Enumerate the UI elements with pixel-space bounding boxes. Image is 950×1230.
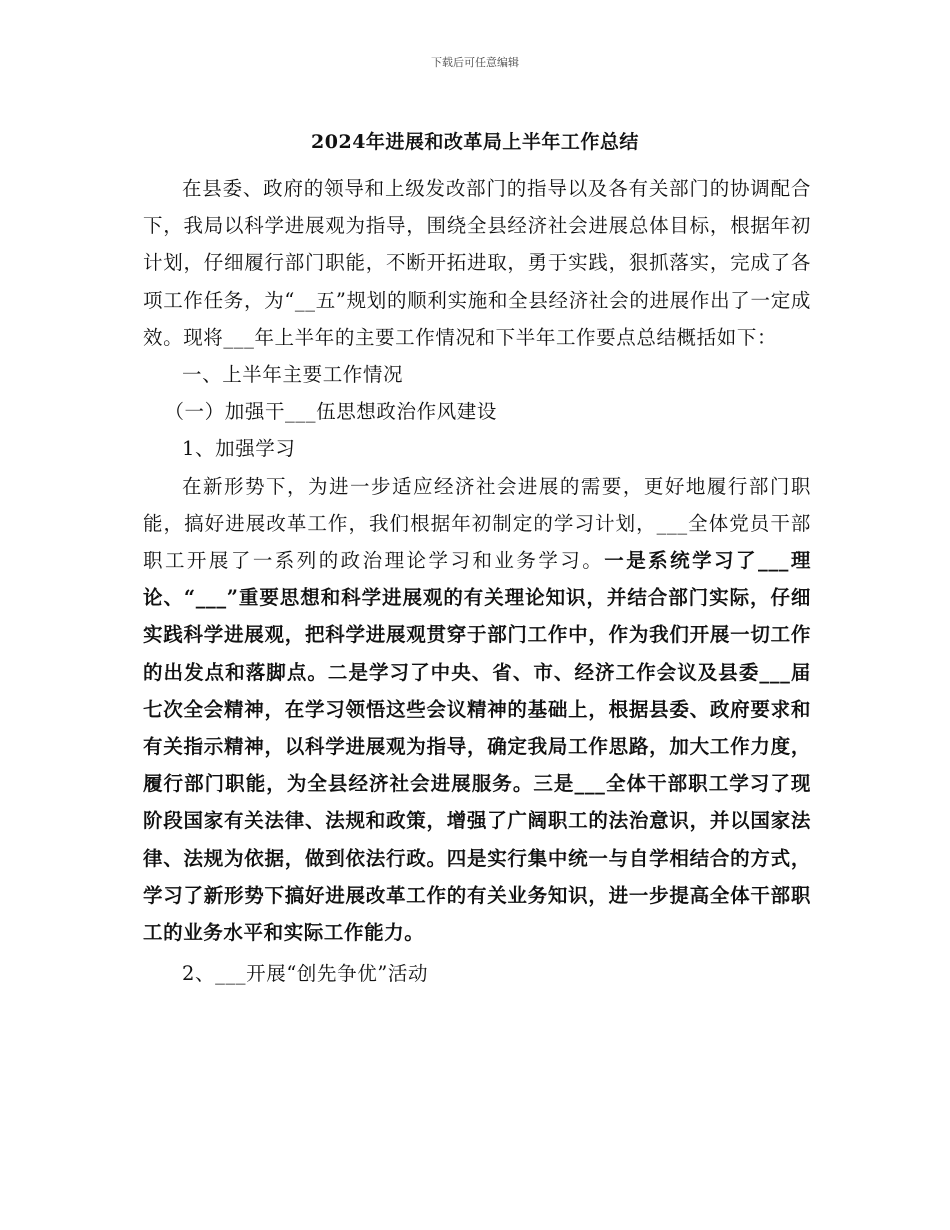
item-heading-1: 1、加强学习 <box>182 437 296 461</box>
intro-paragraph: 在县委、政府的领导和上级发改部门的指导以及各有关部门的协调配合下，我局以科学进展观为指导，围绕全县经济社会进展总体目标，根据年初计划，仔细履行部门职能，不断开拓进取，勇于实践，狠抓落实，完成了各项工作任务，为“__五”规划的顺利实施和全县经济社会的进展作出了一定成效。现将___年上半年的主要工作情况和下半年工作要点总结概括如下： <box>143 177 811 349</box>
document-body <box>143 170 811 992</box>
section-heading-1: 一、上半年主要工作情况 <box>182 363 404 387</box>
subsection-heading-1-1: （一）加强干___伍思想政治作风建设 <box>164 400 497 424</box>
header-note: 下载后可任意编辑 <box>431 56 519 69</box>
document-title: 2024年进展和改革局上半年工作总结 <box>311 131 639 153</box>
item-heading-2: 2、___开展“创先争优”活动 <box>182 962 429 986</box>
item-1-body-normal: 在新形势下，为进一步适应经济社会进展的需要，更好地履行部门职能，搞好进展改革工作，我们根据年初制定的学习计划，___全体党员干部职工开展了一系列的政治理论学习和业务学习。 <box>143 474 811 573</box>
item-1-body-bold: 一是系统学习了___理论、“___”重要思想和科学进展观的有关理论知识，并结合部门实际，仔细实践科学进展观，把科学进展观贯穿于部门工作中，作为我们开展一切工作的出发点和落脚点。二是学习了中央、省、市、经济工作会议及县委___届七次全会精神，在学习领悟这些会议精神的基础上，根据县委、政府要求和有关指示精神，以科学进展观为指导，确定我局工作思路，加大工作力度，履行部门职能，为全县经济社会进展服务。三是___全体干部职工学习了现阶段国家有关法律、法规和政策，增强了广阔职工的法治意识，并以国家法律、法规为依据，做到依法行政。四是实行集中统一与自学相结合的方式，学习了新形势下搞好进展改革工作的有关业务知识，进一步提高全体干部职工的业务水平和实际工作能力。 <box>143 549 811 945</box>
item-1-body <box>143 468 811 952</box>
